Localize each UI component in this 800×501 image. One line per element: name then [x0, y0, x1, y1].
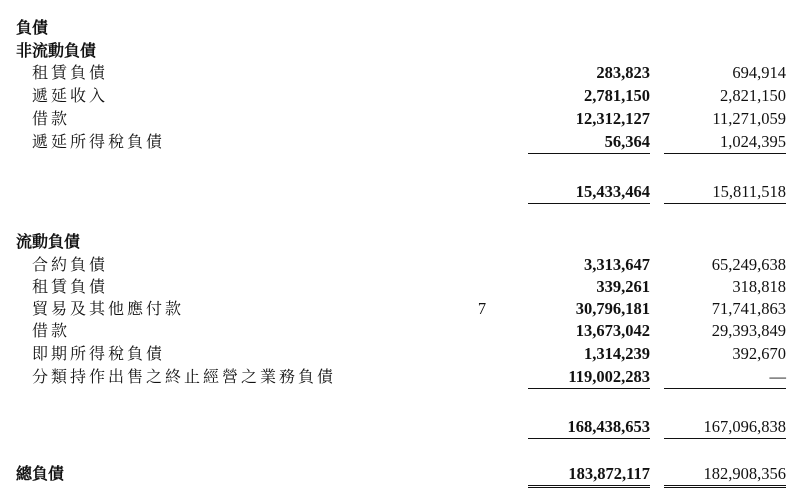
double-underline-rule — [664, 485, 786, 488]
row-label: 遞延收入 — [32, 86, 109, 105]
total-current: 183,872,117 — [568, 464, 650, 483]
row-label: 租賃負債 — [32, 277, 109, 296]
current-year-value: 56,364 — [604, 132, 650, 151]
underline-rule — [528, 388, 650, 389]
current-subtotal-current: 168,438,653 — [567, 417, 650, 436]
underline-rule — [664, 153, 786, 154]
section-heading: 負債 — [16, 18, 49, 37]
underline-rule — [528, 203, 650, 204]
current-year-value: 2,781,150 — [584, 86, 650, 105]
prior-year-value: 2,821,150 — [720, 86, 786, 105]
row-label: 遞延所得稅負債 — [32, 132, 166, 151]
current-year-value: 12,312,127 — [575, 109, 650, 128]
non-current-title: 非流動負債 — [16, 41, 97, 60]
current-subtotal-prior: 167,096,838 — [703, 417, 786, 436]
prior-year-value: 29,393,849 — [711, 321, 786, 340]
total-label: 總負債 — [16, 464, 65, 483]
prior-year-value: 392,670 — [732, 344, 786, 363]
current-year-value: 30,796,181 — [575, 299, 650, 318]
underline-rule — [664, 203, 786, 204]
non-current-subtotal-prior: 15,811,518 — [712, 182, 786, 201]
current-year-value: 1,314,239 — [584, 344, 650, 363]
row-label: 即期所得稅負債 — [32, 344, 166, 363]
prior-year-value: 318,818 — [732, 277, 786, 296]
row-label: 租賃負債 — [32, 63, 109, 82]
prior-year-value: — — [769, 367, 786, 386]
prior-year-value: 11,271,059 — [712, 109, 786, 128]
row-label: 貿易及其他應付款 — [32, 299, 185, 318]
current-year-value: 339,261 — [596, 277, 650, 296]
double-underline-rule — [528, 485, 650, 488]
row-label: 借款 — [32, 321, 71, 340]
underline-rule — [528, 438, 650, 439]
current-year-value: 119,002,283 — [568, 367, 650, 386]
prior-year-value: 65,249,638 — [711, 255, 786, 274]
note-reference: 7 — [477, 299, 487, 318]
underline-rule — [664, 388, 786, 389]
row-label: 借款 — [32, 109, 71, 128]
underline-rule — [528, 153, 650, 154]
current-title: 流動負債 — [16, 232, 81, 251]
prior-year-value: 1,024,395 — [720, 132, 786, 151]
prior-year-value: 694,914 — [732, 63, 786, 82]
non-current-subtotal-current: 15,433,464 — [575, 182, 650, 201]
underline-rule — [664, 438, 786, 439]
current-year-value: 13,673,042 — [575, 321, 650, 340]
total-prior: 182,908,356 — [703, 464, 786, 483]
prior-year-value: 71,741,863 — [711, 299, 786, 318]
row-label: 合約負債 — [32, 255, 109, 274]
current-year-value: 3,313,647 — [584, 255, 650, 274]
row-label: 分類持作出售之終止經營之業務負債 — [32, 367, 337, 386]
current-year-value: 283,823 — [596, 63, 650, 82]
